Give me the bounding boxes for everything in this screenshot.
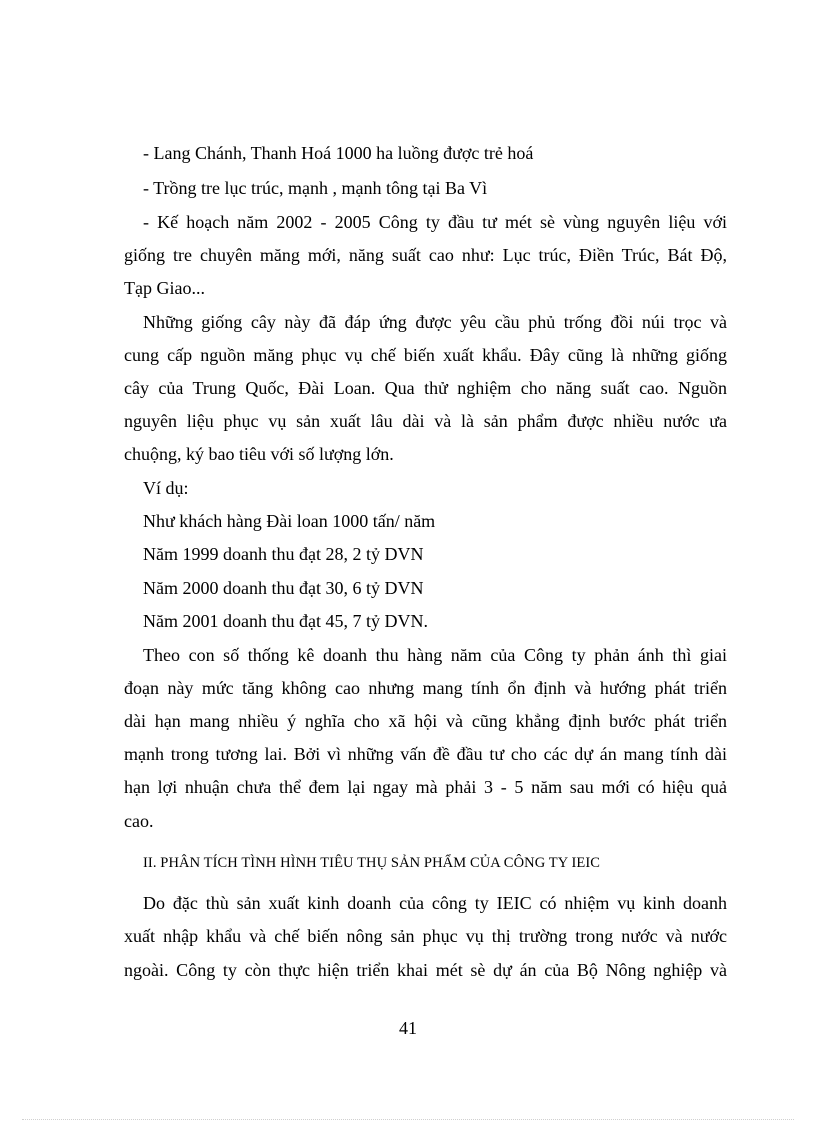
paragraph-start: Do đặc thù sản xuất kinh doanh của công ty IEIC có nhiệm vụ kinh doanh bbox=[143, 893, 727, 913]
example-line: Như khách hàng Đài loan 1000 tấn/ năm bbox=[143, 511, 436, 531]
text-line: giống tre chuyên măng mới, năng suất cao như: Lục trúc, Điền Trúc, Bát Độ, bbox=[124, 245, 727, 265]
text-line: cao. bbox=[124, 811, 154, 831]
paragraph-start: Theo con số thống kê doanh thu hàng năm của Công ty phản ánh thì giai bbox=[143, 645, 727, 665]
text-line: hạn lợi nhuận chưa thể đem lại ngay mà phải 3 - 5 năm sau mới có hiệu quả bbox=[124, 777, 727, 797]
page-number: 41 bbox=[399, 1018, 417, 1038]
example-line: Năm 2001 doanh thu đạt 45, 7 tỷ DVN. bbox=[143, 611, 428, 631]
section-heading: II. PHÂN TÍCH TÌNH HÌNH TIÊU THỤ SẢN PHẨM CỦA CÔNG TY IEIC bbox=[143, 855, 601, 871]
example-label: Ví dụ: bbox=[143, 478, 189, 498]
text-line: cung cấp nguồn măng phục vụ chế biến xuất khẩu. Đây cũng là những giống bbox=[124, 345, 727, 365]
example-line: Năm 1999 doanh thu đạt 28, 2 tỷ DVN bbox=[143, 544, 424, 564]
bullet-line-3: - Kế hoạch năm 2002 - 2005 Công ty đầu tư mét sè vùng nguyên liệu với bbox=[143, 212, 727, 232]
text-line: xuất nhập khẩu và chế biến nông sản phục vụ thị trường trong nước và nước bbox=[124, 926, 727, 946]
text-line: Tạp Giao... bbox=[124, 278, 205, 298]
bullet-line-2: - Trồng tre lục trúc, mạnh , mạnh tông tại Ba Vì bbox=[143, 178, 488, 198]
bullet-line-1: - Lang Chánh, Thanh Hoá 1000 ha luồng được trẻ hoá bbox=[143, 143, 534, 163]
text-line: ngoài. Công ty còn thực hiện triển khai mét sè dự án của Bộ Nông nghiệp và bbox=[124, 960, 727, 980]
text-line: đoạn này mức tăng không cao nhưng mang tính ổn định và hướng phát triển bbox=[124, 678, 727, 698]
text-line: mạnh trong tương lai. Bởi vì những vấn đề đầu tư cho các dự án mang tính dài bbox=[124, 744, 727, 764]
text-line: nguyên liệu phục vụ sản xuất lâu dài và là sản phẩm được nhiều nước ưa bbox=[124, 411, 727, 431]
example-line: Năm 2000 doanh thu đạt 30, 6 tỷ DVN bbox=[143, 578, 424, 598]
text-line: cây của Trung Quốc, Đài Loan. Qua thử nghiệm cho năng suất cao. Nguồn bbox=[124, 378, 727, 398]
text-line: chuộng, ký bao tiêu với số lượng lớn. bbox=[124, 444, 394, 464]
text-line: dài hạn mang nhiều ý nghĩa cho xã hội và cũng khẳng định bước phát triển bbox=[124, 711, 727, 731]
paragraph-start: Những giống cây này đã đáp ứng được yêu cầu phủ trống đồi núi trọc và bbox=[143, 312, 727, 332]
footer-divider bbox=[22, 1119, 794, 1120]
